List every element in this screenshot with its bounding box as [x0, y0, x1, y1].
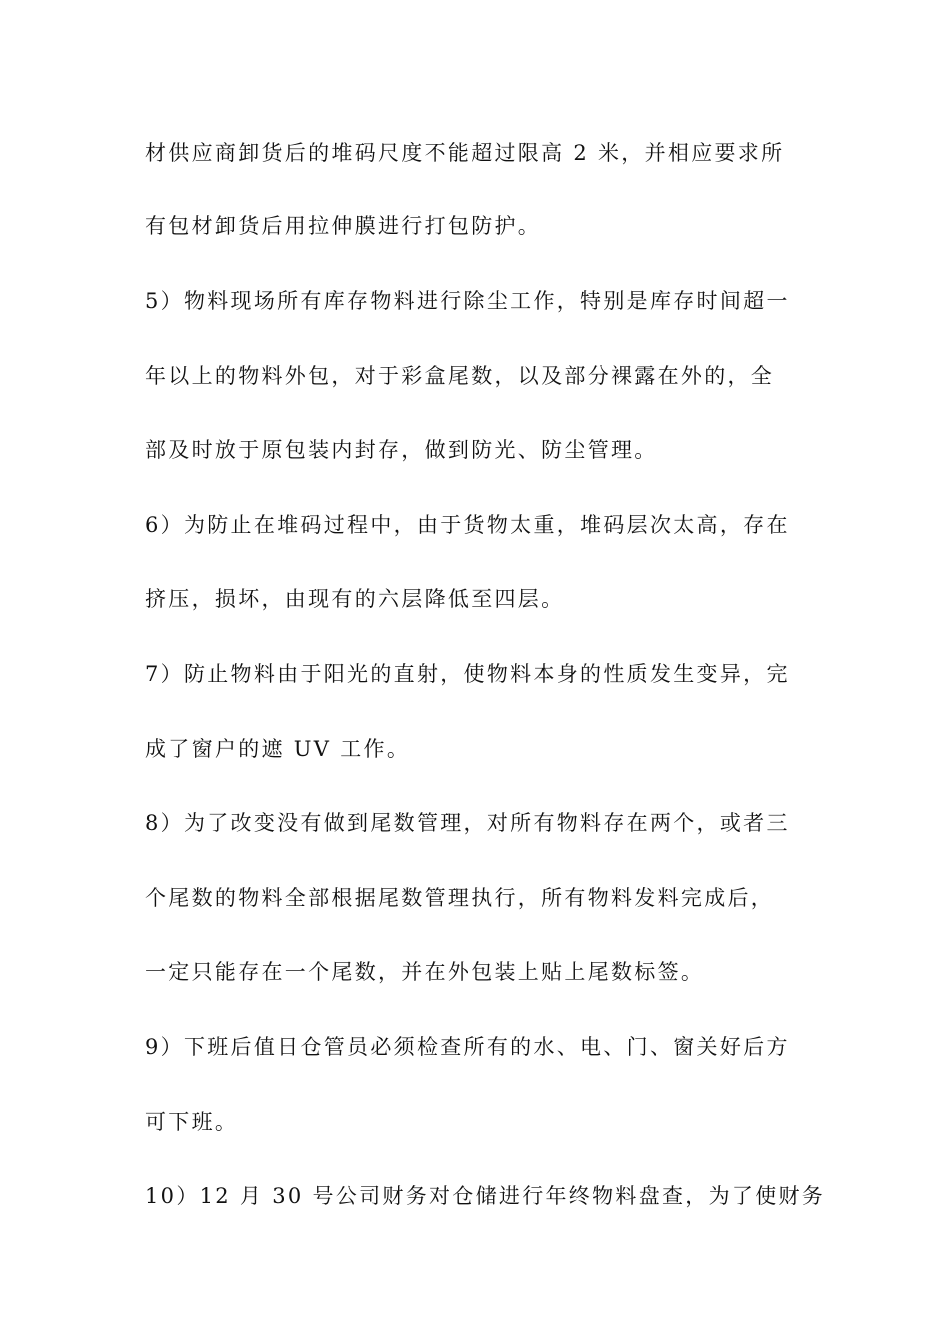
text-line: 5）物料现场所有库存物料进行除尘工作，特别是库存时间超一	[145, 289, 790, 313]
text-line: 年以上的物料外包，对于彩盒尾数，以及部分裸露在外的，全	[145, 364, 775, 388]
text-line: 10）12 月 30 号公司财务对仓储进行年终物料盘查，为了使财务	[145, 1184, 826, 1208]
text-line: 9）下班后值日仓管员必须检查所有的水、电、门、窗关好后方	[145, 1035, 790, 1059]
text-line: 6）为防止在堆码过程中，由于货物太重，堆码层次太高，存在	[145, 513, 790, 537]
text-line: 有包材卸货后用拉伸膜进行打包防护。	[145, 214, 542, 238]
text-line: 个尾数的物料全部根据尾数管理执行，所有物料发料完成后，	[145, 886, 775, 910]
text-line: 材供应商卸货后的堆码尺度不能超过限高 2 米，并相应要求所	[145, 141, 785, 165]
text-line: 成了窗户的遮 UV 工作。	[145, 737, 411, 761]
text-line: 可下班。	[145, 1110, 239, 1134]
text-line: 挤压，损坏，由现有的六层降低至四层。	[145, 587, 565, 611]
text-line: 一定只能存在一个尾数，并在外包装上贴上尾数标签。	[145, 960, 705, 984]
text-line: 部及时放于原包装内封存，做到防光、防尘管理。	[145, 438, 658, 462]
text-line: 7）防止物料由于阳光的直射，使物料本身的性质发生变异，完	[145, 662, 790, 686]
text-line: 8）为了改变没有做到尾数管理，对所有物料存在两个，或者三	[145, 811, 790, 835]
